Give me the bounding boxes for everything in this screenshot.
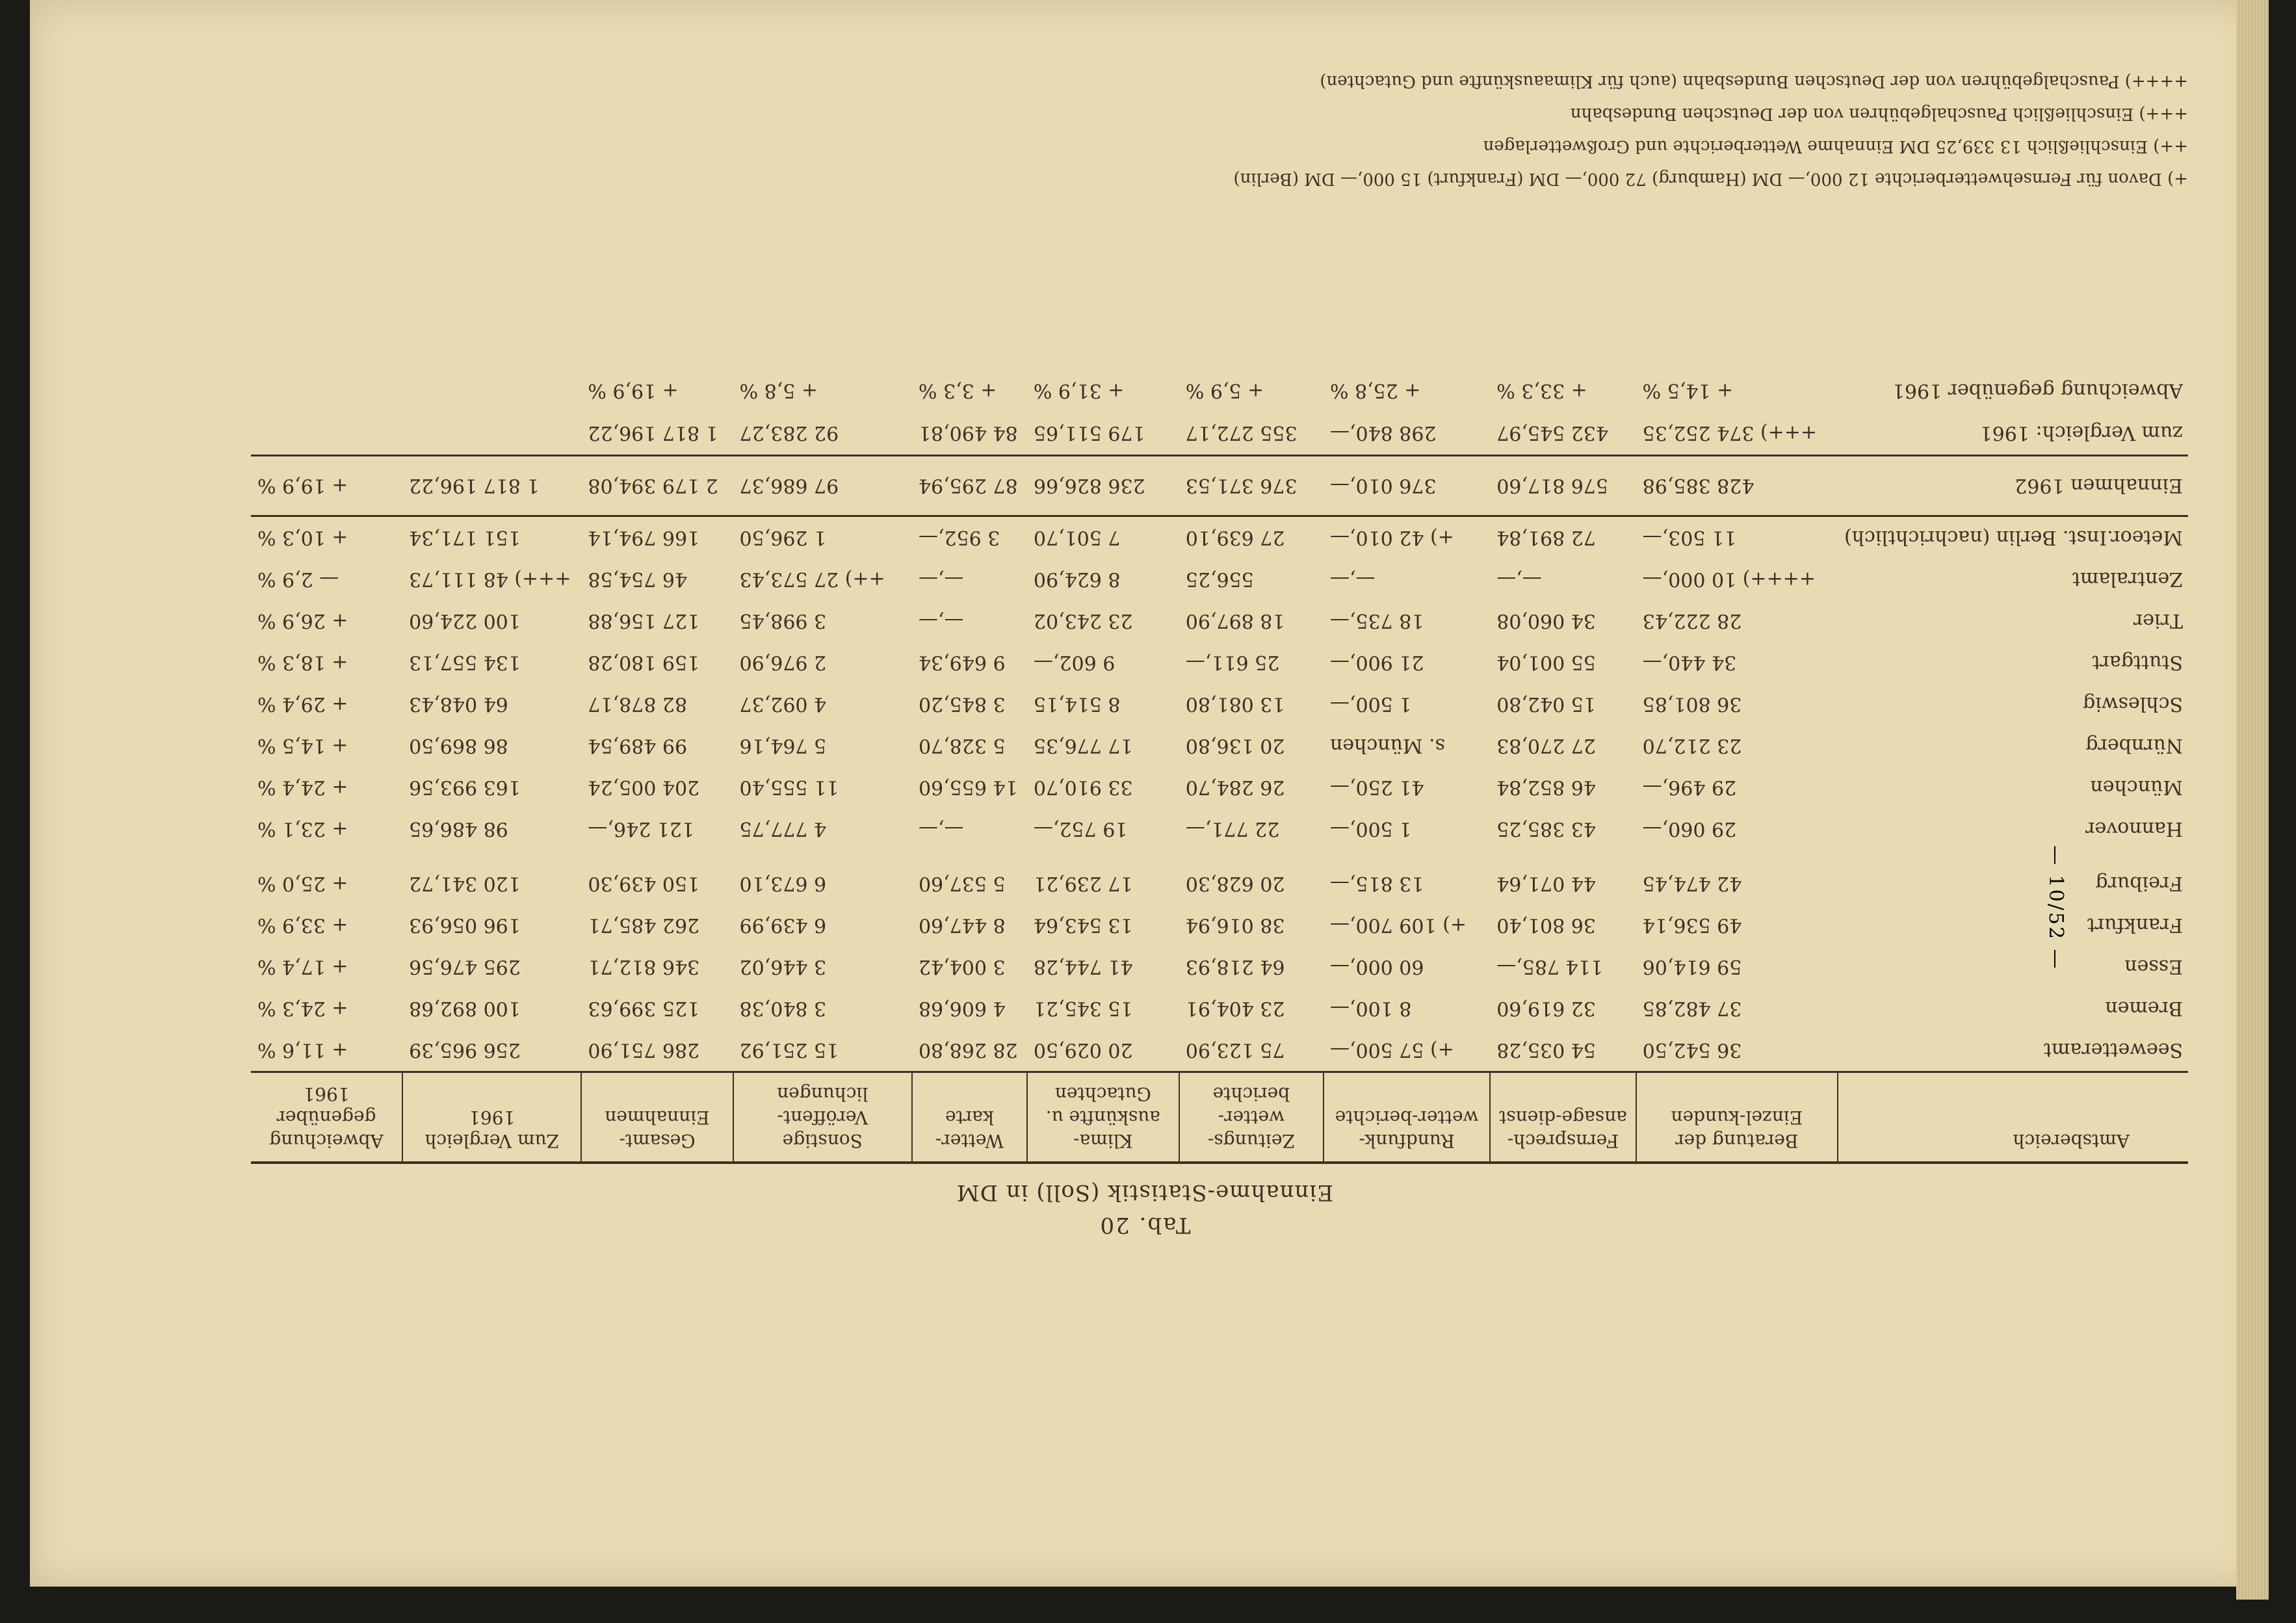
table-number: Tab. 20 xyxy=(1099,1212,1191,1238)
table-cell: 18 735,— xyxy=(1330,609,1424,633)
col-header-klima: Klima-auskünfte u. Gutachten xyxy=(1027,1072,1179,1163)
table-cell: 36 801,40 xyxy=(1496,914,1596,937)
table-cell: —,— xyxy=(918,817,964,841)
table-cell: 179 511,65 xyxy=(1027,412,1179,456)
table-cell: 36 542,50 xyxy=(1642,1038,1742,1062)
table-cell: 11 555,40 xyxy=(739,776,839,799)
table-cell: 21 900,— xyxy=(1330,651,1424,674)
table-cell: 34 060,08 xyxy=(1496,609,1596,633)
table-cell: + 17,4 % xyxy=(257,955,348,979)
table-row xyxy=(251,863,2188,904)
page-number-mark: — 10/52 — xyxy=(2044,845,2067,971)
table-cell: 43 385,25 xyxy=(1496,817,1596,841)
table-cell: + 26,9 % xyxy=(257,609,348,633)
table-cell xyxy=(251,412,402,456)
col-header-beratung: Beratung der Einzel-kunden xyxy=(1636,1072,1838,1163)
table-row xyxy=(251,683,2188,725)
col-header-fernsprech: Fernsprech-ansage-dienst xyxy=(1490,1072,1636,1163)
table-cell: 72 891,84 xyxy=(1496,526,1596,549)
table-cell: —,— xyxy=(1330,568,1376,591)
table-row xyxy=(251,946,2188,988)
table-cell: +++) 48 111,73 xyxy=(409,568,571,591)
table-cell: 9 649,34 xyxy=(918,651,1006,674)
income-statistics-table xyxy=(251,370,2188,1164)
row-label: Seewetteramt xyxy=(2043,1038,2183,1062)
table-cell: 23 404,91 xyxy=(1185,997,1285,1020)
table-cell: 97 686,37 xyxy=(733,456,912,516)
table-cell: 28 268,80 xyxy=(918,1038,1018,1062)
table-cell: +) 42 010,— xyxy=(1330,526,1454,549)
col-header-abweichung: Abweichung gegenüber 1961 xyxy=(251,1072,402,1163)
table-cell: + 29,4 % xyxy=(257,693,348,716)
table-cell: 114 785,— xyxy=(1496,955,1603,979)
table-cell: 23 212,70 xyxy=(1642,734,1742,758)
table-cell: 298 840,— xyxy=(1324,412,1490,456)
table-cell: 262 485,71 xyxy=(588,914,700,937)
col-header-zeitung: Zeitungs-wetter-berichte xyxy=(1179,1072,1324,1163)
table-cell: + 5,8 % xyxy=(739,379,818,402)
table-row xyxy=(251,642,2188,683)
table-cell: 98 486,65 xyxy=(409,817,508,841)
table-cell: 2 976,90 xyxy=(739,651,827,674)
table-cell: + 14,5 % xyxy=(257,734,348,758)
row-label: Essen xyxy=(2124,955,2183,979)
spacer-cell xyxy=(251,850,2188,863)
table-cell: 15 345,21 xyxy=(1033,997,1133,1020)
table-row xyxy=(251,808,2188,850)
table-cell: 20 136,80 xyxy=(1185,734,1285,758)
table-cell: 55 001,04 xyxy=(1496,651,1596,674)
table-cell: —,— xyxy=(1496,568,1542,591)
row-label: Meteor.Inst. Berlin (nachrichtlich) xyxy=(1844,526,2183,549)
table-cell: +) 109 700,— xyxy=(1330,914,1467,937)
table-cell: 14 655,60 xyxy=(918,776,1018,799)
table-cell: 166 794,14 xyxy=(588,526,700,549)
table-cell: 17 776,35 xyxy=(1033,734,1133,758)
table-cell: + 11,6 % xyxy=(257,1038,348,1062)
table-cell: 163 993,56 xyxy=(409,776,521,799)
table-cell: 346 812,71 xyxy=(588,955,700,979)
table-cell: 256 965,39 xyxy=(409,1038,521,1062)
table-cell: 151 171,34 xyxy=(409,526,521,549)
table-cell: 23 243,02 xyxy=(1033,609,1133,633)
table-cell: 20 628,30 xyxy=(1185,872,1285,895)
table-cell: 5 764,16 xyxy=(739,734,827,758)
comparison-row xyxy=(251,412,2188,456)
table-cell: 17 239,21 xyxy=(1033,872,1133,895)
table-cell: 100 892,68 xyxy=(409,997,521,1020)
table-cell xyxy=(402,412,581,456)
table-cell: 1 500,— xyxy=(1330,817,1412,841)
table-cell: 18 897,90 xyxy=(1185,609,1285,633)
table-cell: 54 035,28 xyxy=(1496,1038,1596,1062)
table-cell: 236 826,66 xyxy=(1027,456,1179,516)
table-cell: 84 490,81 xyxy=(912,412,1027,456)
table-cell: 127 156,88 xyxy=(588,609,700,633)
row-label: Frankfurt xyxy=(2087,914,2183,937)
table-cell: 3 840,38 xyxy=(739,997,827,1020)
col-header-sonstige: Sonstige Veröffent-lichungen xyxy=(733,1072,912,1163)
table-cell: 556,25 xyxy=(1185,568,1254,591)
table-cell: 87 295,94 xyxy=(912,456,1027,516)
table-cell: 29 496,— xyxy=(1642,776,1737,799)
table-cell: 286 751,90 xyxy=(588,1038,700,1062)
table-cell: 5 537,60 xyxy=(918,872,1006,895)
col-header-wetterkarte: Wetter-karte xyxy=(912,1072,1027,1163)
col-header-vergleich: Zum Vergleich 1961 xyxy=(402,1072,581,1163)
table-cell: 44 071,64 xyxy=(1496,872,1596,895)
table-cell: 4 777,75 xyxy=(739,817,827,841)
table-cell: 34 440,— xyxy=(1642,651,1737,674)
table-row xyxy=(251,1029,2188,1072)
table-cell: 428 385,98 xyxy=(1636,456,1838,516)
table-cell: 25 611,— xyxy=(1185,651,1280,674)
table-cell: 29 060,— xyxy=(1642,817,1737,841)
table-cell: 3 004,42 xyxy=(918,955,1006,979)
table-cell: —,— xyxy=(918,568,964,591)
row-spacer xyxy=(251,850,2188,863)
table-cell: 5 328,70 xyxy=(918,734,1006,758)
table-cell: 99 489,54 xyxy=(588,734,688,758)
table-header-row xyxy=(251,1072,2188,1163)
table-cell: 13 543,64 xyxy=(1033,914,1133,937)
table-cell: + 25,0 % xyxy=(257,872,348,895)
deviation-row xyxy=(251,370,2188,412)
row-label: Trier xyxy=(2133,609,2183,633)
table-cell: 376 010,— xyxy=(1324,456,1490,516)
table-cell: + 25,8 % xyxy=(1330,379,1421,402)
table-cell: 7 501,70 xyxy=(1033,526,1121,549)
table-cell: 4 606,68 xyxy=(918,997,1006,1020)
table-cell: 15 251,92 xyxy=(739,1038,839,1062)
table-row xyxy=(251,516,2188,559)
table-cell: 86 869,50 xyxy=(409,734,508,758)
table-cell: — 2,9 % xyxy=(257,568,339,591)
table-cell: 9 602,— xyxy=(1033,651,1115,674)
table-cell: 28 222,43 xyxy=(1642,609,1742,633)
table-cell: + 31,9 % xyxy=(1033,379,1125,402)
table-cell: 159 180,28 xyxy=(588,651,700,674)
table-row xyxy=(251,725,2188,767)
table-cell: 22 771,— xyxy=(1185,817,1280,841)
table-cell: 196 056,93 xyxy=(409,914,521,937)
table-cell: 8 447,60 xyxy=(918,914,1006,937)
table-cell: ++) 27 573,43 xyxy=(739,568,885,591)
table-cell: 4 092,37 xyxy=(739,693,827,716)
table-cell: 2 179 394,08 xyxy=(581,456,733,516)
table-cell: 37 482,85 xyxy=(1642,997,1742,1020)
table-cell: 27 270,83 xyxy=(1496,734,1596,758)
row-label: Zentralamt xyxy=(2072,568,2183,591)
table-cell: ++++) 10 000,— xyxy=(1642,568,1816,591)
table-cell: 32 619,60 xyxy=(1496,997,1596,1020)
table-cell: 92 283,27 xyxy=(733,412,912,456)
table-cell: 8 100,— xyxy=(1330,997,1412,1020)
table-cell: 3 845,20 xyxy=(918,693,1006,716)
table-row xyxy=(251,600,2188,642)
table-cell: 46 852,84 xyxy=(1496,776,1596,799)
table-cell: 576 817,60 xyxy=(1490,456,1636,516)
row-label: Nürnberg xyxy=(2085,734,2183,758)
table-cell: 134 557,13 xyxy=(409,651,521,674)
table-cell: 204 005,24 xyxy=(588,776,700,799)
table-cell: 46 754,58 xyxy=(588,568,688,591)
row-label: Freiburg xyxy=(2095,872,2183,895)
table-cell: —,— xyxy=(918,609,964,633)
table-cell: s. München xyxy=(1330,734,1446,758)
table-cell: 64 218,93 xyxy=(1185,955,1285,979)
table-cell: 38 016,94 xyxy=(1185,914,1285,937)
row-label: Abweichung gegenüber 1961 xyxy=(1892,379,2183,402)
table-cell: 432 545,97 xyxy=(1490,412,1636,456)
row-label: Bremen xyxy=(2105,997,2183,1020)
table-cell: + 33,3 % xyxy=(1496,379,1587,402)
table-cell: + 18,3 % xyxy=(257,651,348,674)
table-cell: + 3,3 % xyxy=(918,379,997,402)
table-cell: + 19,9 % xyxy=(588,379,679,402)
footnote: ++++) Pauschalgebühren von der Deutschen Bundesbahn (auch für Klimaauskünfte und Gutachten) xyxy=(1320,72,2188,91)
row-label: Stuttgart xyxy=(2092,651,2183,674)
table-cell: 8 514,15 xyxy=(1033,693,1121,716)
footnote: ++) Einschließlich 13 339,25 DM Einnahme Wetterberichte und Großwetterlagen xyxy=(1483,137,2188,156)
table-cell: 59 614,06 xyxy=(1642,955,1742,979)
table-cell: 3 952,— xyxy=(918,526,1000,549)
table-cell: 3 446,02 xyxy=(739,955,827,979)
col-header-gesamt: Gesamt-Einnahmen xyxy=(581,1072,733,1163)
table-cell: 3 998,45 xyxy=(739,609,827,633)
table-cell: 26 284,70 xyxy=(1185,776,1285,799)
footnotes xyxy=(251,65,2188,195)
table-cell: 8 624,90 xyxy=(1033,568,1121,591)
table-cell: + 23,1 % xyxy=(257,817,348,841)
table-row xyxy=(251,767,2188,808)
table-cell: 295 476,56 xyxy=(409,955,521,979)
table-cell: 121 246,— xyxy=(588,817,694,841)
table-cell: 36 801,85 xyxy=(1642,693,1742,716)
table-row xyxy=(251,904,2188,946)
table-cell: +++) 374 252,35 xyxy=(1636,412,1838,456)
table-cell: 355 272,17 xyxy=(1179,412,1324,456)
row-label: Schleswig xyxy=(2083,693,2183,716)
table-cell: 19 752,— xyxy=(1033,817,1128,841)
table-cell: 33 910,70 xyxy=(1033,776,1133,799)
table-cell: 100 224,60 xyxy=(409,609,521,633)
table-cell: 60 000,— xyxy=(1330,955,1424,979)
footnote: +) Davon für Fernsehwetterberichte 12 000,— DM (Hamburg) 72 000,— DM (Frankfurt) 15 000,— DM (Berlin) xyxy=(1233,169,2188,189)
footnote: +++) Einschließlich Pauschalgebühren von der Deutschen Bundesbahn xyxy=(1570,104,2188,124)
table-cell: 41 250,— xyxy=(1330,776,1424,799)
table-cell: + 19,9 % xyxy=(251,456,402,516)
table-cell xyxy=(251,370,402,412)
table-cell: 82 878,17 xyxy=(588,693,688,716)
table-cell: 41 744,28 xyxy=(1033,955,1133,979)
table-cell: + 24,3 % xyxy=(257,997,348,1020)
table-cell: + 14,5 % xyxy=(1642,379,1734,402)
table-cell: 13 081,80 xyxy=(1185,693,1285,716)
table-cell: 125 399,63 xyxy=(588,997,700,1020)
table-cell: 15 042,80 xyxy=(1496,693,1596,716)
table-cell: 64 048,43 xyxy=(409,693,508,716)
table-cell: 42 474,45 xyxy=(1642,872,1742,895)
table-cell: 1 817 196,22 xyxy=(581,412,733,456)
total-row xyxy=(251,456,2188,516)
rotated-page-content xyxy=(30,0,2260,1587)
table-cell: 75 123,90 xyxy=(1185,1038,1285,1062)
table-cell: 20 029,50 xyxy=(1033,1038,1133,1062)
table-cell: 6 673,10 xyxy=(739,872,827,895)
row-label: Hannover xyxy=(2085,817,2183,841)
col-header-amtsbereich: Amtsbereich xyxy=(2013,1130,2130,1152)
table-body xyxy=(251,370,2188,1072)
table-cell: 376 371,53 xyxy=(1179,456,1324,516)
row-label: München xyxy=(2090,776,2183,799)
table-cell: +) 57 500,— xyxy=(1330,1038,1454,1062)
col-header-rundfunk: Rundfunk-wetter-berichte xyxy=(1324,1072,1490,1163)
table-cell: 27 639,10 xyxy=(1185,526,1285,549)
table-cell: 120 341,72 xyxy=(409,872,521,895)
row-label: Einnahmen 1962 xyxy=(1838,456,2188,516)
table-cell: 1 817 196,22 xyxy=(402,456,581,516)
table-cell xyxy=(402,370,581,412)
table-cell: 1 500,— xyxy=(1330,693,1412,716)
table-title: Einnahme-Statistik (Soll) in DM xyxy=(956,1180,1334,1206)
table-cell: + 24,4 % xyxy=(257,776,348,799)
table-cell: 11 503,— xyxy=(1642,526,1737,549)
table-cell: + 5,9 % xyxy=(1185,379,1264,402)
table-cell: + 10,3 % xyxy=(257,526,348,549)
table-cell: 49 536,14 xyxy=(1642,914,1742,937)
table-row xyxy=(251,559,2188,600)
table-cell: 6 439,99 xyxy=(739,914,827,937)
table-cell: 1 296,50 xyxy=(739,526,827,549)
table-row xyxy=(251,988,2188,1029)
table-cell: + 33,9 % xyxy=(257,914,348,937)
row-label: zum Vergleich: 1961 xyxy=(1838,412,2188,456)
table-cell: 13 815,— xyxy=(1330,872,1424,895)
table-cell: 150 439,30 xyxy=(588,872,700,895)
